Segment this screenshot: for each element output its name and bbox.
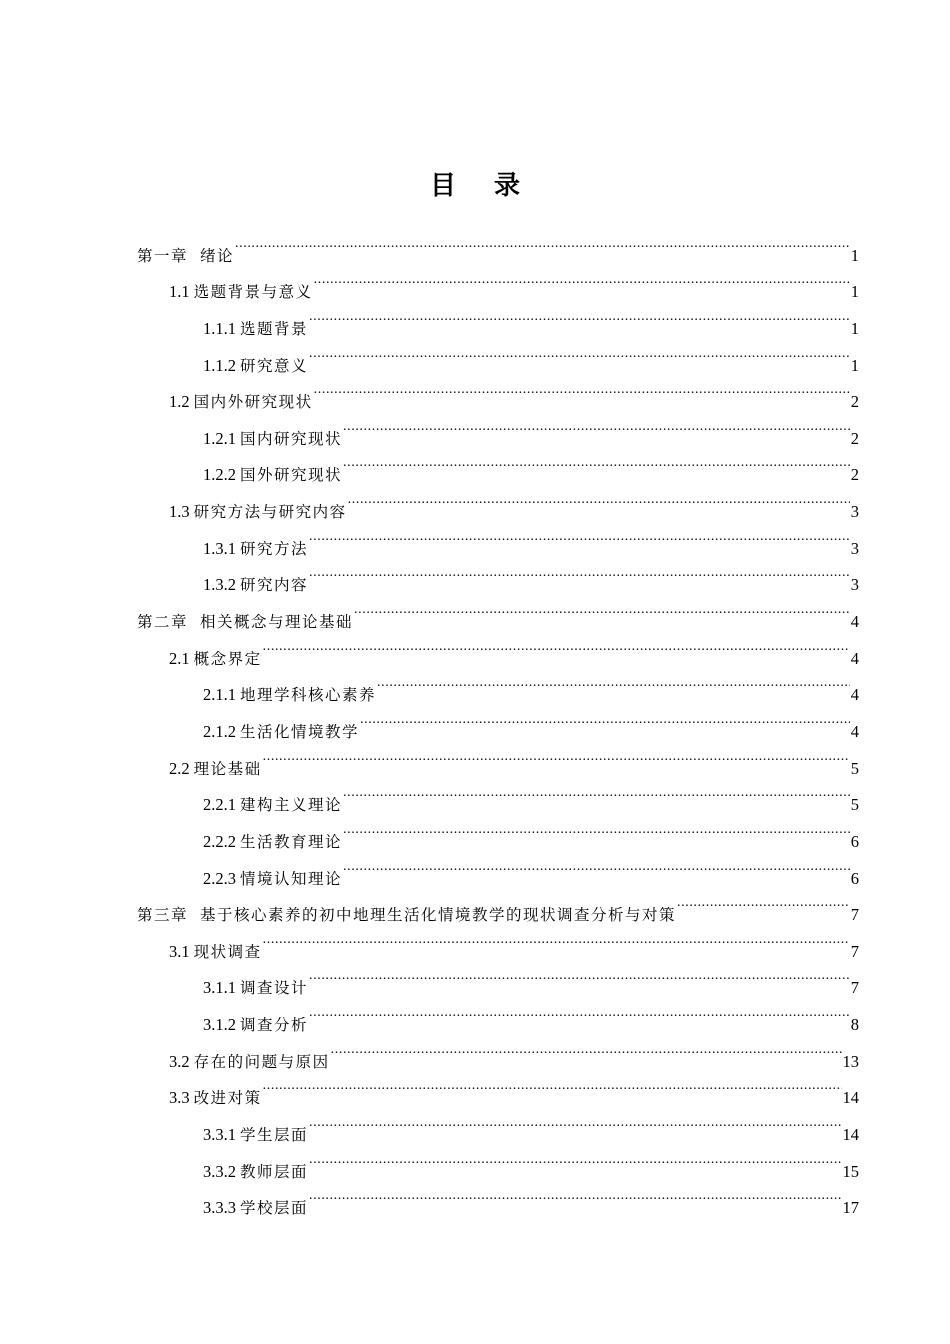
- toc-leader-dots: [314, 371, 850, 408]
- toc-entry-page: 4: [850, 612, 859, 632]
- toc-entry-page: 2: [850, 428, 859, 448]
- toc-entry-title: 现状调查: [193, 942, 262, 961]
- toc-entry-page: 6: [850, 831, 859, 851]
- toc-entry-number: 第三章: [137, 906, 189, 925]
- toc-leader-dots: [309, 1140, 841, 1177]
- toc-leader-dots: [309, 334, 850, 371]
- toc-entry-title: 选题背景: [240, 319, 309, 338]
- toc-entry-page: 1: [850, 355, 859, 375]
- toc-entry-title: 生活化情境教学: [240, 722, 360, 741]
- toc-entry-number: 3.2: [169, 1051, 190, 1071]
- toc-entry-section[interactable]: [137, 261, 859, 302]
- toc-entry-title: 概念界定: [193, 649, 262, 668]
- toc-entry-number: 3.3.3: [203, 1198, 236, 1218]
- toc-leader-dots: [263, 627, 850, 664]
- toc-entry-title: 学校层面: [240, 1199, 309, 1218]
- toc-entry-title: 教师层面: [240, 1162, 309, 1181]
- toc-entry-title: 相关概念与理论基础: [200, 613, 354, 632]
- toc-entry-title: 研究方法: [240, 539, 309, 558]
- toc-entry-number: 1.2.2: [203, 465, 236, 485]
- toc-entry-title: 学生层面: [240, 1126, 309, 1145]
- toc-entry-number: 2.2.2: [203, 831, 236, 851]
- toc-entry-number: 3.3: [169, 1088, 190, 1108]
- toc-leader-dots: [263, 737, 850, 774]
- toc-entry-number: 3.3.1: [203, 1125, 236, 1145]
- toc-entry-number: 3.1: [169, 941, 190, 961]
- toc-leader-dots: [343, 774, 850, 811]
- toc-entry-number: 第二章: [137, 613, 189, 632]
- toc-entry-page: 7: [850, 978, 859, 998]
- toc-entry-page: 1: [850, 318, 859, 338]
- toc-entry-number: 2.1: [169, 648, 190, 668]
- toc-entry-number: 1.3.2: [203, 575, 236, 595]
- toc-entry-page: 1: [850, 282, 859, 302]
- toc-entry-title: 国外研究现状: [240, 466, 343, 485]
- toc-leader-dots: [377, 664, 850, 701]
- toc-entry-page: 17: [842, 1198, 859, 1218]
- toc-entry-number: 第一章: [137, 246, 189, 265]
- toc-entry-page: 8: [850, 1015, 859, 1035]
- toc-entry-number: 1.3: [169, 502, 190, 522]
- toc-entry-page: 13: [842, 1051, 859, 1071]
- toc-leader-dots: [309, 517, 850, 554]
- table-of-contents: [137, 224, 859, 1218]
- toc-leader-dots: [263, 920, 850, 957]
- toc-entry-number: 1.1: [169, 282, 190, 302]
- toc-entry-title: 理论基础: [193, 759, 262, 778]
- toc-entry-title: 地理学科核心素养: [240, 686, 377, 705]
- toc-entry-title: 存在的问题与原因: [193, 1052, 330, 1071]
- toc-leader-dots: [343, 407, 850, 444]
- toc-entry-title: 调查设计: [240, 979, 309, 998]
- toc-entry-number: 2.2.3: [203, 868, 236, 888]
- toc-entry-number: 1.1.1: [203, 318, 236, 338]
- toc-entry-title: 国内外研究现状: [193, 393, 313, 412]
- toc-entry-title: 研究意义: [240, 356, 309, 375]
- toc-entry-page: 4: [850, 648, 859, 668]
- toc-entry-title: 建构主义理论: [240, 796, 343, 815]
- toc-entry-number: 2.1.1: [203, 685, 236, 705]
- toc-entry-title: 调查分析: [240, 1016, 309, 1035]
- toc-entry-title: 基于核心素养的初中地理生活化情境教学的现状调查分析与对策: [200, 906, 677, 925]
- toc-leader-dots: [677, 884, 850, 921]
- toc-entry-title: 研究方法与研究内容: [193, 503, 347, 522]
- toc-entry-title: 研究内容: [240, 576, 309, 595]
- toc-entry-page: 6: [850, 868, 859, 888]
- toc-entry-number: 2.2: [169, 758, 190, 778]
- toc-entry-number: 2.2.1: [203, 795, 236, 815]
- toc-entry-title: 选题背景与意义: [193, 283, 313, 302]
- toc-entry-page: 5: [850, 758, 859, 778]
- toc-entry-page: 2: [850, 465, 859, 485]
- toc-leader-dots: [314, 261, 850, 298]
- toc-entry-number: 1.2: [169, 392, 190, 412]
- toc-entry-page: 4: [850, 721, 859, 741]
- toc-leader-dots: [348, 480, 850, 517]
- toc-entry-chapter-1[interactable]: [137, 224, 859, 265]
- toc-entry-title: 国内研究现状: [240, 429, 343, 448]
- toc-entry-title: 改进对策: [193, 1089, 262, 1108]
- toc-leader-dots: [309, 1103, 841, 1140]
- toc-entry-page: 15: [842, 1161, 859, 1181]
- toc-entry-number: 1.2.1: [203, 428, 236, 448]
- toc-entry-page: 1: [850, 245, 859, 265]
- toc-leader-dots: [331, 1030, 842, 1067]
- toc-entry-page: 3: [850, 575, 859, 595]
- toc-entry-title: 生活教育理论: [240, 832, 343, 851]
- toc-entry-title: 绪论: [200, 246, 235, 265]
- toc-leader-dots: [263, 1067, 842, 1104]
- toc-leader-dots: [309, 957, 850, 994]
- toc-entry-page: 14: [842, 1125, 859, 1145]
- toc-leader-dots: [309, 1177, 841, 1214]
- toc-entry-page: 4: [850, 685, 859, 705]
- toc-entry-number: 3.1.2: [203, 1015, 236, 1035]
- toc-entry-page: 5: [850, 795, 859, 815]
- toc-entry-page: 3: [850, 538, 859, 558]
- toc-leader-dots: [309, 993, 850, 1030]
- toc-leader-dots: [343, 810, 850, 847]
- toc-leader-dots: [360, 700, 850, 737]
- toc-entry-title: 情境认知理论: [240, 869, 343, 888]
- toc-leader-dots: [309, 297, 850, 334]
- toc-leader-dots: [354, 590, 850, 627]
- toc-entry-page: 3: [850, 502, 859, 522]
- toc-entry-page: 2: [850, 392, 859, 412]
- toc-leader-dots: [235, 224, 850, 261]
- toc-entry-number: 2.1.2: [203, 721, 236, 741]
- toc-leader-dots: [343, 847, 850, 884]
- toc-entry-number: 1.1.2: [203, 355, 236, 375]
- toc-leader-dots: [309, 554, 850, 591]
- toc-entry-page: 7: [850, 905, 859, 925]
- page-title: 目录: [429, 171, 558, 201]
- toc-entry-page: 7: [850, 941, 859, 961]
- toc-entry-number: 1.3.1: [203, 538, 236, 558]
- toc-leader-dots: [343, 444, 850, 481]
- toc-entry-number: 3.3.2: [203, 1161, 236, 1181]
- toc-entry-page: 14: [842, 1088, 859, 1108]
- toc-entry-number: 3.1.1: [203, 978, 236, 998]
